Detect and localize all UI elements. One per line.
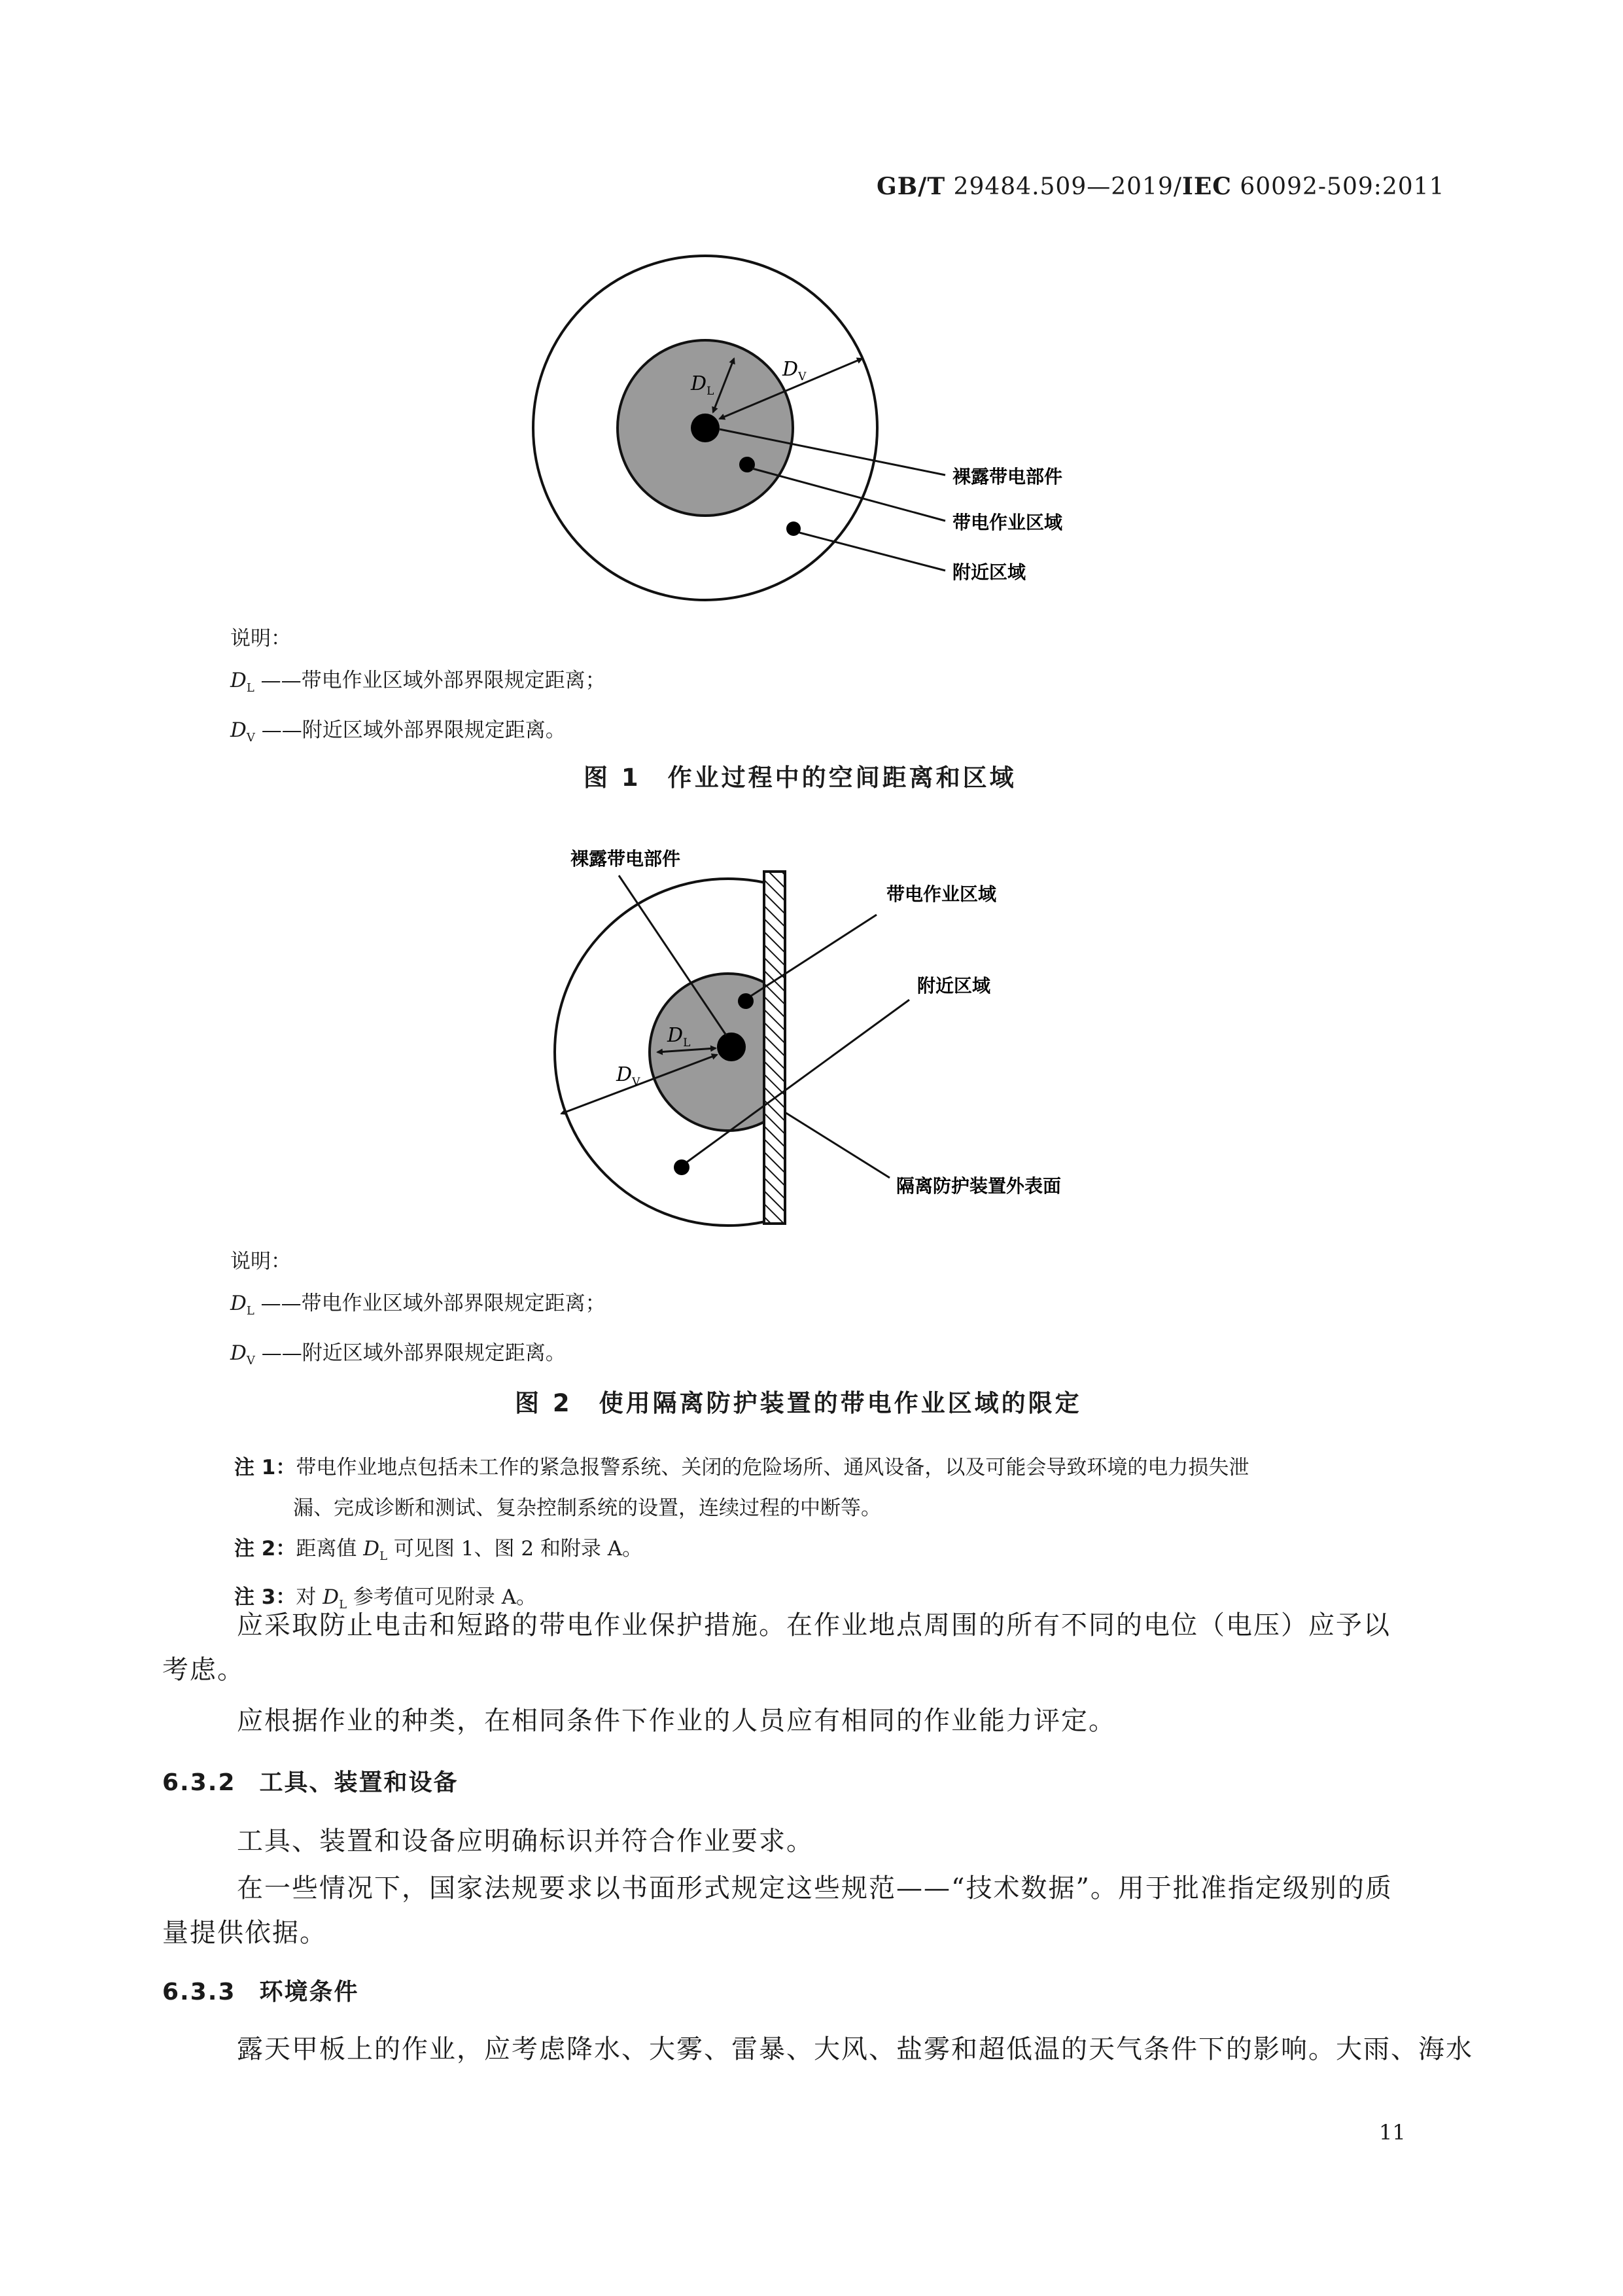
fig1-callout-live-zone: 带电作业区域 <box>952 512 1063 533</box>
fig1-vicinity-dot <box>786 521 801 536</box>
fig1-live-part-dot <box>691 414 720 442</box>
note-1-line-2: 漏、完成诊断和测试、复杂控制系统的设置，连续过程的中断等。 <box>293 1496 881 1520</box>
section-6-3-3-heading <box>162 1973 359 2007</box>
fig2-callout-live-zone: 带电作业区域 <box>886 883 997 905</box>
paragraph-3: 工具、装置和设备应明确标识并符合作业要求。 <box>237 1826 814 1856</box>
figure-2-caption: 图 2 使用隔离防护装置的带电作业区域的限定 <box>515 1389 1082 1417</box>
fig1-dv-label: $D_V$ <box>782 358 807 383</box>
section-6-3-3-title: 环境条件 <box>259 1979 359 2005</box>
fig2-leader-barrier <box>785 1112 890 1178</box>
section-6-3-3-number: 6.3.3 <box>162 1979 236 2005</box>
fig1-callout-vicinity: 附近区域 <box>952 561 1026 583</box>
fig2-dl-label: $D_L$ <box>667 1024 691 1050</box>
note-2: 注 2：距离值 $D_L$ 可见图 1、图 2 和附录 A。 <box>234 1537 643 1564</box>
fig1-callout-live-part: 裸露带电部件 <box>952 466 1063 487</box>
fig2-dv-label: $D_V$ <box>616 1063 640 1089</box>
fig2-callout-barrier: 隔离防护装置外表面 <box>896 1175 1062 1197</box>
section-6-3-2-number: 6.3.2 <box>162 1769 236 1796</box>
fig1-legend-title: 说明： <box>230 627 291 650</box>
fig1-legend-dv: $D_V$ ——附近区域外部界限规定距离。 <box>230 718 566 745</box>
fig1-legend-dl: $D_L$ ——带电作业区域外部界限规定距离； <box>230 669 606 696</box>
paragraph-1-line-1: 应采取防止电击和短路的带电作业保护措施。在作业地点周围的所有不同的电位（电压）应予以 <box>237 1610 1391 1640</box>
header-std-code: GB/T <box>877 173 946 200</box>
header-iec-code: IEC <box>1181 173 1232 200</box>
figure-1-legend <box>230 618 606 759</box>
notes-block <box>234 1447 1444 1625</box>
fig2-legend-dv: $D_V$ ——附近区域外部界限规定距离。 <box>230 1341 566 1368</box>
figure-2-legend <box>230 1241 606 1382</box>
section-6-3-2-title: 工具、装置和设备 <box>259 1769 459 1796</box>
paragraph-4-line-2: 量提供依据。 <box>162 1918 327 1948</box>
fig2-callout-live-part: 裸露带电部件 <box>570 848 681 870</box>
figure-1-caption: 图 1 作业过程中的空间距离和区域 <box>584 764 1017 792</box>
header-std-nums: 29484.509—2019/ <box>945 173 1182 200</box>
document-header <box>877 173 1445 200</box>
note-1-line-1: 注 1：带电作业地点包括未工作的紧急报警系统、关闭的危险场所、通风设备，以及可能会导致环境的电力损失泄 <box>234 1456 1249 1479</box>
fig2-live-part-dot <box>717 1033 746 1061</box>
paragraph-5: 露天甲板上的作业，应考虑降水、大雾、雷暴、大风、盐雾和超低温的天气条件下的影响。大雨、海水 <box>237 2034 1473 2064</box>
section-6-3-2-heading <box>162 1764 459 1797</box>
fig1-dl-label: $D_L$ <box>691 372 714 398</box>
header-iec-nums: 60092-509:2011 <box>1231 173 1445 200</box>
figure-2-diagram <box>523 831 1112 1243</box>
figure-1-diagram <box>510 242 1138 609</box>
fig1-zone-dot <box>739 457 755 472</box>
fig2-legend-dl: $D_L$ ——带电作业区域外部界限规定距离； <box>230 1292 606 1318</box>
paragraph-1-line-2: 考虑。 <box>162 1655 245 1685</box>
note-3: 注 3：对 $D_L$ 参考值可见附录 A。 <box>234 1585 537 1612</box>
paragraph-2: 应根据作业的种类，在相同条件下作业的人员应有相同的作业能力评定。 <box>237 1706 1116 1736</box>
fig2-legend-title: 说明： <box>230 1250 291 1273</box>
paragraph-4-line-1: 在一些情况下，国家法规要求以书面形式规定这些规范——“技术数据”。用于批准指定级别的质 <box>237 1873 1393 1903</box>
fig2-barrier-wall <box>764 872 785 1224</box>
page-number: 11 <box>1379 2120 1406 2145</box>
fig2-callout-vicinity: 附近区域 <box>917 975 991 997</box>
